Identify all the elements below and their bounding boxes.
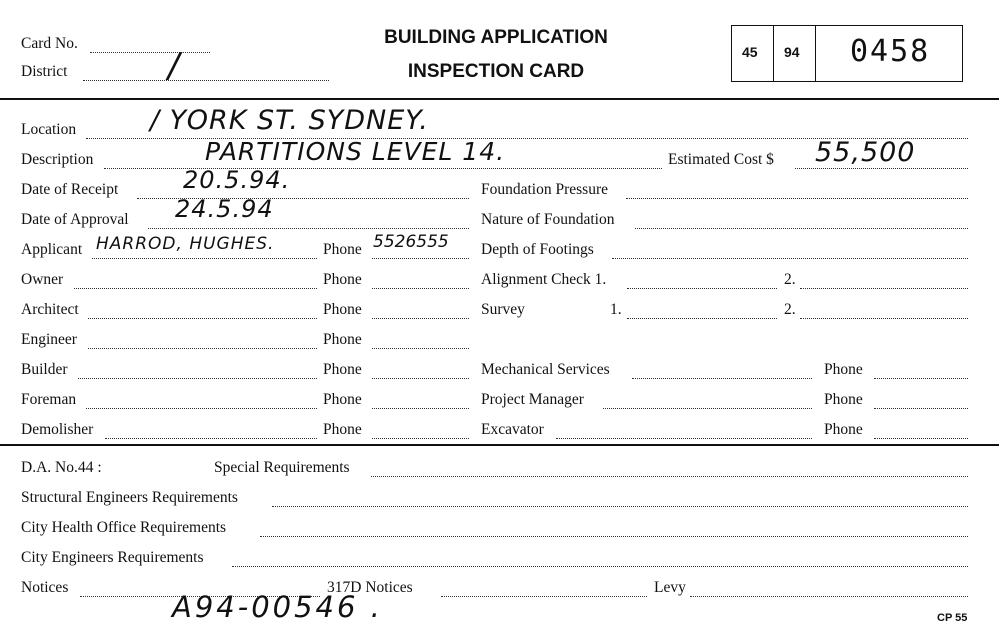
builder-phone-field[interactable] xyxy=(372,378,469,379)
survey-2-field[interactable] xyxy=(800,318,968,319)
levy-label: Levy xyxy=(654,579,686,596)
card-no-label: Card No. xyxy=(21,35,78,52)
engineer-phone-field[interactable] xyxy=(372,348,469,349)
demolisher-label: Demolisher xyxy=(21,421,94,438)
district-field[interactable] xyxy=(83,80,329,81)
foreman-field[interactable] xyxy=(86,408,317,409)
foreman-label: Foreman xyxy=(21,391,77,408)
excavator-field[interactable] xyxy=(556,438,812,439)
engineer-field[interactable] xyxy=(88,348,317,349)
divider-top xyxy=(0,98,999,100)
estimated-cost-value: 55,500 xyxy=(815,137,916,168)
alignment-check-2-field[interactable] xyxy=(800,288,968,289)
applicant-phone-value: 5526555 xyxy=(373,232,449,252)
city-health-field[interactable] xyxy=(260,536,968,537)
date-of-receipt-value: 20.5.94. xyxy=(183,166,291,194)
nature-of-foundation-label: Nature of Foundation xyxy=(481,211,615,228)
notices-label: Notices xyxy=(21,579,69,596)
builder-phone-label: Phone xyxy=(323,361,362,378)
notices-317d-field[interactable] xyxy=(441,596,647,597)
applicant-phone-field[interactable] xyxy=(372,258,469,259)
date-of-approval-value: 24.5.94 xyxy=(175,195,274,223)
district-value: / xyxy=(168,46,181,86)
architect-phone-field[interactable] xyxy=(372,318,469,319)
architect-label: Architect xyxy=(21,301,79,318)
foundation-pressure-label: Foundation Pressure xyxy=(481,181,609,198)
city-engineers-label: City Engineers Requirements xyxy=(21,549,204,566)
builder-field[interactable] xyxy=(78,378,317,379)
box-number: 0458 xyxy=(850,34,931,69)
survey-1-field[interactable] xyxy=(627,318,777,319)
description-label: Description xyxy=(21,151,94,168)
project-manager-field[interactable] xyxy=(603,408,812,409)
estimated-cost-field[interactable] xyxy=(795,168,968,169)
special-requirements-field[interactable] xyxy=(371,476,968,477)
special-requirements-label: Special Requirements xyxy=(214,459,350,476)
box-b: 94 xyxy=(784,44,800,60)
levy-field[interactable] xyxy=(690,596,968,597)
survey-2-label: 2. xyxy=(784,301,796,318)
foreman-phone-field[interactable] xyxy=(372,408,469,409)
architect-field[interactable] xyxy=(88,318,317,319)
form-code: CP 55 xyxy=(937,612,968,624)
nature-of-foundation-field[interactable] xyxy=(635,228,968,229)
description-value: PARTITIONS LEVEL 14. xyxy=(205,137,506,166)
demolisher-phone-field[interactable] xyxy=(372,438,469,439)
da-number-value: 44 : xyxy=(78,459,102,476)
structural-engineers-field[interactable] xyxy=(272,506,968,507)
applicant-phone-label: Phone xyxy=(323,241,362,258)
owner-field[interactable] xyxy=(74,288,317,289)
da-number-label: D.A. No. xyxy=(21,459,78,476)
applicant-field[interactable] xyxy=(92,258,317,259)
mechanical-services-field[interactable] xyxy=(632,378,812,379)
district-label: District xyxy=(21,63,68,80)
excavator-phone-field[interactable] xyxy=(874,438,968,439)
mechanical-services-phone-label: Phone xyxy=(824,361,863,378)
survey-1-label: 1. xyxy=(610,301,622,318)
excavator-label: Excavator xyxy=(481,421,544,438)
date-of-receipt-label: Date of Receipt xyxy=(21,181,119,198)
owner-phone-label: Phone xyxy=(323,271,362,288)
depth-of-footings-field[interactable] xyxy=(612,258,968,259)
location-value: / YORK ST. SYDNEY. xyxy=(150,105,429,136)
alignment-check-label: Alignment Check 1. xyxy=(481,271,607,288)
owner-label: Owner xyxy=(21,271,64,288)
applicant-value: HARROD, HUGHES. xyxy=(96,234,275,254)
demolisher-phone-label: Phone xyxy=(323,421,362,438)
project-manager-phone-label: Phone xyxy=(824,391,863,408)
card-number-box xyxy=(731,25,963,82)
excavator-phone-label: Phone xyxy=(824,421,863,438)
card-no-field[interactable] xyxy=(90,52,210,53)
architect-phone-label: Phone xyxy=(323,301,362,318)
alignment-check-2-label: 2. xyxy=(784,271,796,288)
applicant-label: Applicant xyxy=(21,241,83,258)
box-a: 45 xyxy=(742,44,758,60)
engineer-phone-label: Phone xyxy=(323,331,362,348)
mechanical-services-phone-field[interactable] xyxy=(874,378,968,379)
divider-bottom xyxy=(0,444,999,446)
engineer-label: Engineer xyxy=(21,331,77,348)
city-engineers-field[interactable] xyxy=(232,566,968,567)
date-of-approval-field[interactable] xyxy=(148,228,469,229)
owner-phone-field[interactable] xyxy=(372,288,469,289)
mechanical-services-label: Mechanical Services xyxy=(481,361,610,378)
city-health-label: City Health Office Requirements xyxy=(21,519,227,536)
title-line-1: BUILDING APPLICATION xyxy=(384,27,608,48)
estimated-cost-label: Estimated Cost $ xyxy=(668,151,774,168)
project-manager-label: Project Manager xyxy=(481,391,584,408)
depth-of-footings-label: Depth of Footings xyxy=(481,241,594,258)
survey-label: Survey xyxy=(481,301,525,318)
foundation-pressure-field[interactable] xyxy=(626,198,968,199)
title-line-2: INSPECTION CARD xyxy=(407,61,585,82)
demolisher-field[interactable] xyxy=(105,438,317,439)
location-label: Location xyxy=(21,121,77,138)
project-manager-phone-field[interactable] xyxy=(874,408,968,409)
foreman-phone-label: Phone xyxy=(323,391,362,408)
alignment-check-1-field[interactable] xyxy=(627,288,777,289)
handwritten-reference: A94-00546 . xyxy=(172,590,383,624)
notices-317d-label: 317D Notices xyxy=(327,579,413,596)
structural-engineers-label: Structural Engineers Requirements xyxy=(21,489,238,506)
builder-label: Builder xyxy=(21,361,68,378)
date-of-approval-label: Date of Approval xyxy=(21,211,129,228)
